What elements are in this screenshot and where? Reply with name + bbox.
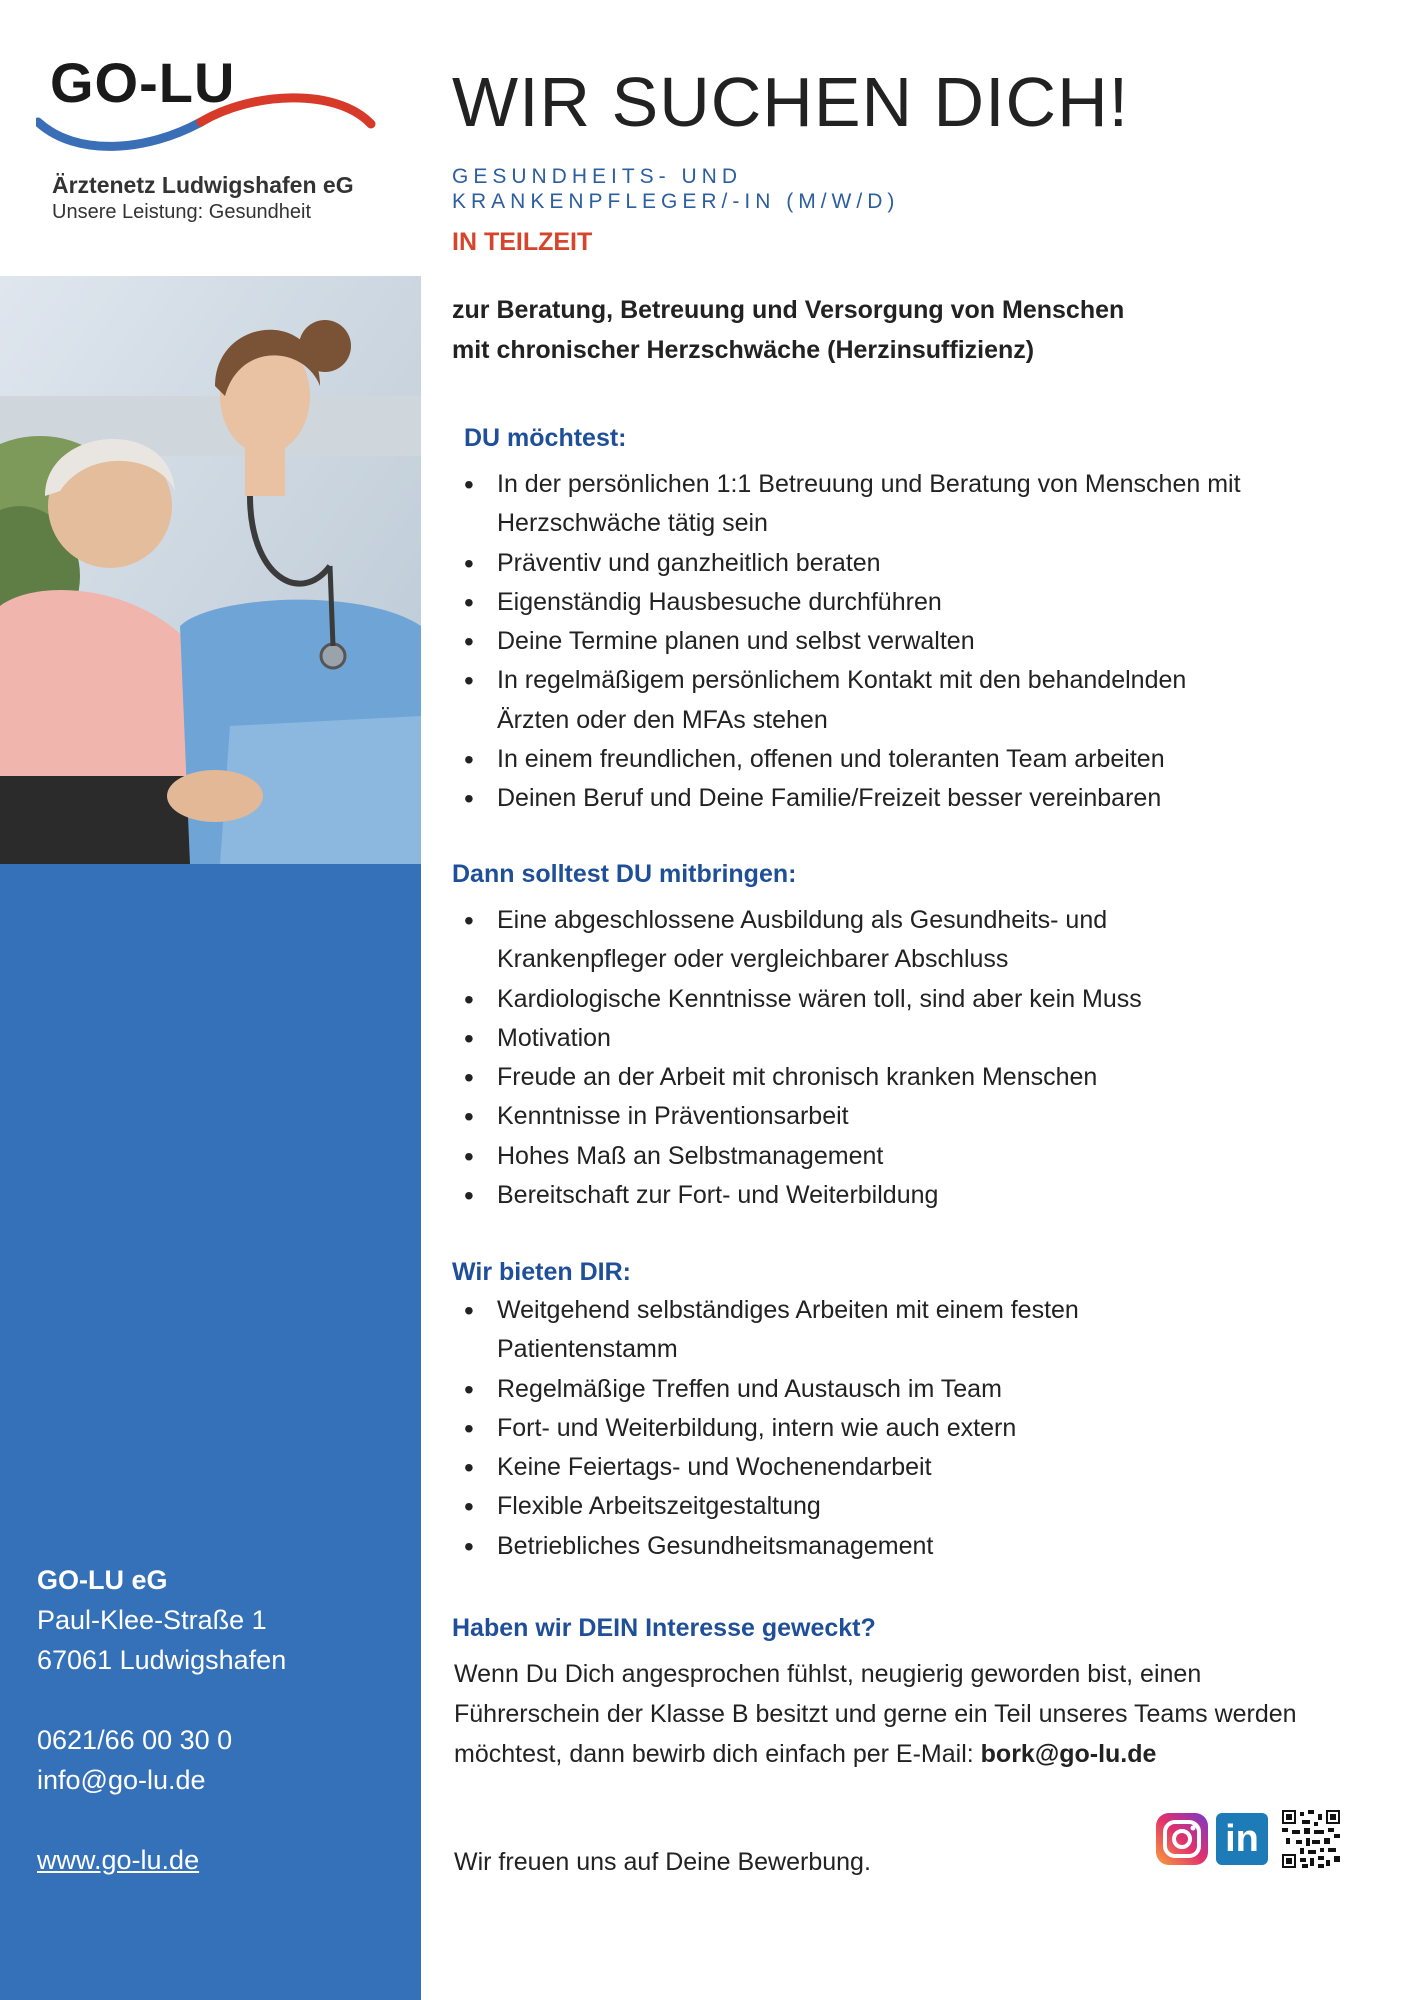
section-title: Wir bieten DIR: <box>452 1258 631 1286</box>
logo-title: GO-LU <box>50 51 236 114</box>
thanks-text: Wir freuen uns auf Deine Bewerbung. <box>454 1848 871 1876</box>
logo-name: Ärztenetz Ludwigshafen eG <box>52 172 354 198</box>
list-item-continuation: Herzschwäche tätig sein <box>497 509 768 538</box>
intro-text <box>452 290 1352 370</box>
headline: WIR SUCHEN DICH! <box>452 63 1130 141</box>
list-item: • Kardiologische Kenntnisse wären toll, sind aber kein Muss <box>452 980 1372 1019</box>
contact-phone[interactable]: 0621/66 00 30 0 <box>37 1725 233 1755</box>
section-title: DU möchtest: <box>464 424 627 452</box>
list-item: • Motivation <box>452 1019 1372 1058</box>
list-item: • Hohes Maß an Selbstmanagement <box>452 1137 1372 1176</box>
list-item: • Betriebliches Gesundheitsmanagement <box>452 1527 1372 1566</box>
nurse-with-patient-photo <box>0 276 421 864</box>
job-title-line1: GESUNDHEITS- UND <box>452 165 743 188</box>
contact-company: GO-LU eG <box>37 1565 168 1595</box>
section-wir-bieten <box>452 1258 1372 1566</box>
section-interesse <box>452 1614 1372 1643</box>
job-title <box>452 164 899 214</box>
contact-email[interactable]: info@go-lu.de <box>37 1765 206 1795</box>
list-item-continuation: Krankenpfleger oder vergleichbarer Abschluss <box>497 945 1009 974</box>
instagram-icon[interactable] <box>1156 1813 1208 1870</box>
list-item: • Eigenständig Hausbesuche durchführen <box>452 583 1384 622</box>
section-du-moechtest <box>464 424 1384 819</box>
contact-info <box>37 1560 286 1880</box>
logo <box>0 0 421 276</box>
intro-line2: mit chronischer Herzschwäche (Herzinsuffizienz) <box>452 336 1035 364</box>
list-item: • Flexible Arbeitszeitgestaltung <box>452 1487 1372 1526</box>
employment-type: IN TEILZEIT <box>452 228 593 256</box>
sidebar <box>0 0 421 2000</box>
linkedin-label: in <box>1225 1818 1259 1860</box>
linkedin-icon[interactable] <box>1216 1813 1268 1865</box>
contact-street: Paul-Klee-Straße 1 <box>37 1605 267 1635</box>
list-item: • Eine abgeschlossene Ausbildung als Gesundheits- und <box>452 901 1372 940</box>
list-item: • In einem freundlichen, offenen und toleranten Team arbeiten <box>452 740 1384 779</box>
logo-tagline: Unsere Leistung: Gesundheit <box>52 201 312 223</box>
list-item-continuation: Patientenstamm <box>497 1335 678 1364</box>
list-item: • Kenntnisse in Präventionsarbeit <box>452 1097 1372 1136</box>
list-item: • Präventiv und ganzheitlich beraten <box>452 544 1384 583</box>
list-item: • Freude an der Arbeit mit chronisch kranken Menschen <box>452 1058 1372 1097</box>
list-item: • Fort- und Weiterbildung, intern wie auch extern <box>452 1409 1372 1448</box>
list-item: • Keine Feiertags- und Wochenendarbeit <box>452 1448 1372 1487</box>
list-item: • Deinen Beruf und Deine Familie/Freizeit besser vereinbaren <box>452 779 1384 818</box>
job-title-line2: KRANKENPFLEGER/-IN (M/W/D) <box>452 190 900 213</box>
list-item: • Bereitschaft zur Fort- und Weiterbildung <box>452 1176 1372 1215</box>
website-link[interactable]: www.go-lu.de <box>37 1845 200 1875</box>
application-email[interactable]: bork@go-lu.de <box>980 1740 1157 1768</box>
closing-paragraph: Wenn Du Dich angesprochen fühlst, neugierig geworden bist, einen Führerschein der Klasse B besitzt und gerne ein Teil unseres Teams werden möchtest, dann bewirb dich einfach per E-Mail: <box>454 1660 1297 1768</box>
logo-swoosh-icon <box>36 82 376 162</box>
list-item: • In regelmäßigem persönlichem Kontakt mit den behandelnden <box>452 661 1384 700</box>
list-item-continuation: Ärzten oder den MFAs stehen <box>497 705 828 734</box>
qr-code-icon[interactable] <box>1282 1810 1340 1873</box>
list-item: • Weitgehend selbständiges Arbeiten mit einem festen <box>452 1291 1372 1330</box>
list-item: • In der persönlichen 1:1 Betreuung und Beratung von Menschen mit <box>452 465 1384 504</box>
section-title: Dann solltest DU mitbringen: <box>452 860 797 888</box>
list-item: • Deine Termine planen und selbst verwalten <box>452 622 1384 661</box>
closing-text <box>454 1654 1354 1774</box>
intro-line1: zur Beratung, Betreuung und Versorgung von Menschen <box>452 296 1125 324</box>
section-mitbringen <box>452 860 1372 1215</box>
section-title: Haben wir DEIN Interesse geweckt? <box>452 1614 876 1642</box>
contact-city: 67061 Ludwigshafen <box>37 1645 287 1675</box>
list-item: • Regelmäßige Treffen und Austausch im Team <box>452 1370 1372 1409</box>
